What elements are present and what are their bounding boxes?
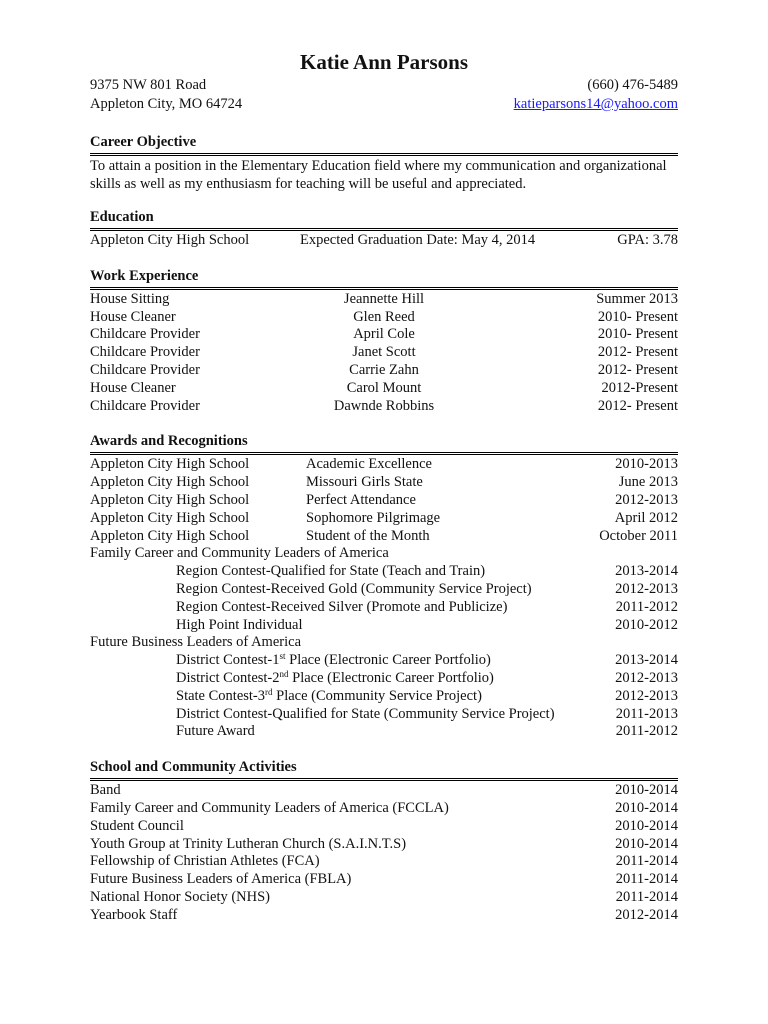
activity-name: Fellowship of Christian Athletes (FCA) <box>90 853 320 870</box>
fbla-heading: Future Business Leaders of America <box>90 634 302 651</box>
award-row <box>90 510 678 528</box>
work-row <box>90 309 678 327</box>
club-award-text <box>90 563 485 581</box>
activity-row <box>90 889 678 907</box>
award-text-rest: Place (Community Service Project) <box>272 687 482 704</box>
job-title: House Sitting <box>90 290 170 307</box>
award-text: Region Contest-Received Gold (Community Service Project) <box>176 580 532 597</box>
club-award-row <box>90 723 678 741</box>
activity-row <box>90 782 678 800</box>
award-text: High Point Individual <box>176 616 303 633</box>
club-award-text <box>90 706 555 724</box>
award-name: Student of the Month <box>306 527 430 544</box>
section-divider <box>90 228 678 231</box>
club-award-dates: 2012-2013 <box>615 687 678 704</box>
activity-row <box>90 907 678 925</box>
section-divider <box>90 153 678 156</box>
job-title: House Cleaner <box>90 308 176 325</box>
ordinal-suffix: st <box>279 651 286 662</box>
ordinal-suffix: nd <box>279 668 289 679</box>
graduation-date: Expected Graduation Date: May 4, 2014 <box>300 232 536 248</box>
contact-row-2 <box>90 95 678 114</box>
activity-name: Youth Group at Trinity Lutheran Church (S.A.I.N.T.S) <box>90 835 407 852</box>
award-row <box>90 474 678 492</box>
award-dates: June 2013 <box>618 474 678 491</box>
work-row <box>90 291 678 309</box>
employer-name: Glen Reed <box>353 308 415 325</box>
club-award-text <box>90 723 255 741</box>
award-row <box>90 528 678 546</box>
award-text: State Contest-3 <box>176 687 266 704</box>
employer-name: Jeannette Hill <box>343 290 425 307</box>
activities-list <box>90 782 678 924</box>
gpa: GPA: 3.78 <box>617 232 678 248</box>
club-award-row <box>90 563 678 581</box>
club-award-text <box>90 599 507 617</box>
club-award-dates: 2011-2012 <box>615 598 678 615</box>
job-title: Childcare Provider <box>90 361 200 378</box>
award-text-rest: Place (Electronic Career Portfolio) <box>288 669 494 686</box>
club-award-row <box>90 599 678 617</box>
activity-dates: 2010-2014 <box>615 835 678 852</box>
school-awards-list <box>90 456 678 545</box>
activity-row <box>90 853 678 871</box>
employer-name: Carrie Zahn <box>349 361 419 378</box>
club-award-dates: 2010-2012 <box>615 616 678 633</box>
award-row <box>90 456 678 474</box>
activity-dates: 2010-2014 <box>615 782 678 799</box>
employer-name: Janet Scott <box>352 344 416 361</box>
education-school: Appleton City High School <box>90 232 250 248</box>
award-name: Perfect Attendance <box>306 491 416 508</box>
award-org: Appleton City High School <box>90 491 250 508</box>
club-award-row <box>90 652 678 670</box>
award-name: Sophomore Pilgrimage <box>306 509 441 526</box>
award-row <box>90 492 678 510</box>
resume-name: Katie Ann Parsons <box>299 50 469 74</box>
work-dates: 2010- Present <box>597 326 678 343</box>
club-award-row <box>90 581 678 599</box>
work-experience-list <box>90 291 678 416</box>
club-award-dates: 2013-2014 <box>615 652 678 669</box>
ordinal-suffix: rd <box>265 686 273 697</box>
award-dates: 2010-2013 <box>615 456 678 473</box>
work-row <box>90 344 678 362</box>
section-divider <box>90 287 678 290</box>
activity-dates: 2011-2014 <box>615 888 678 905</box>
award-text-rest: Place (Electronic Career Portfolio) <box>285 652 491 669</box>
work-row <box>90 380 678 398</box>
club-award-row <box>90 670 678 688</box>
work-dates: Summer 2013 <box>596 290 678 307</box>
award-org: Appleton City High School <box>90 474 250 491</box>
section-divider <box>90 452 678 455</box>
award-org: Appleton City High School <box>90 509 250 526</box>
activity-row <box>90 871 678 889</box>
club-award-dates: 2011-2013 <box>615 705 678 722</box>
job-title: House Cleaner <box>90 379 176 396</box>
job-title: Childcare Provider <box>90 344 200 361</box>
fccla-awards-list <box>90 563 678 634</box>
job-title: Childcare Provider <box>90 326 200 343</box>
work-row <box>90 398 678 416</box>
activity-name: Family Career and Community Leaders of America (FCCLA) <box>90 799 449 816</box>
activity-dates: 2011-2014 <box>615 853 678 870</box>
work-experience-heading: Work Experience <box>90 267 199 284</box>
employer-name: Dawnde Robbins <box>333 397 435 414</box>
section-divider <box>90 778 678 781</box>
award-dates: 2012-2013 <box>615 491 678 508</box>
award-org: Appleton City High School <box>90 527 250 544</box>
club-award-text <box>90 670 494 688</box>
work-dates: 2012- Present <box>597 361 678 378</box>
award-name: Academic Excellence <box>306 456 432 473</box>
activity-name: Future Business Leaders of America (FBLA) <box>90 871 352 888</box>
activity-row <box>90 800 678 818</box>
activity-dates: 2010-2014 <box>615 817 678 834</box>
club-award-dates: 2012-2013 <box>615 580 678 597</box>
activities-heading: School and Community Activities <box>90 759 297 776</box>
activity-name: Yearbook Staff <box>90 906 178 923</box>
fccla-heading: Family Career and Community Leaders of America <box>90 545 389 562</box>
award-text: Future Award <box>176 723 255 740</box>
club-award-row <box>90 706 678 724</box>
activity-dates: 2010-2014 <box>615 799 678 816</box>
activity-dates: 2011-2014 <box>615 871 678 888</box>
work-row <box>90 326 678 344</box>
activity-dates: 2012-2014 <box>615 906 678 923</box>
award-text: District Contest-2 <box>176 669 280 686</box>
activity-name: Student Council <box>90 817 184 834</box>
award-dates: October 2011 <box>599 527 678 544</box>
phone-number: (660) 476-5489 <box>587 77 678 93</box>
award-text: Region Contest-Received Silver (Promote and Publicize) <box>176 598 508 615</box>
employer-name: Carol Mount <box>346 379 422 396</box>
work-dates: 2012- Present <box>597 344 678 361</box>
address-line-1: 9375 NW 801 Road <box>90 77 207 93</box>
work-dates: 2010- Present <box>597 308 678 325</box>
club-award-row <box>90 688 678 706</box>
awards-heading: Awards and Recognitions <box>90 433 248 450</box>
club-award-text <box>90 688 482 706</box>
work-row <box>90 362 678 380</box>
work-dates: 2012-Present <box>601 379 678 396</box>
activity-row <box>90 836 678 854</box>
activity-name: National Honor Society (NHS) <box>90 888 271 905</box>
club-award-text <box>90 652 491 670</box>
career-objective-heading: Career Objective <box>90 134 197 150</box>
employer-name: April Cole <box>353 326 415 343</box>
club-award-row <box>90 617 678 635</box>
address-line-2: Appleton City, MO 64724 <box>90 96 243 112</box>
work-dates: 2012- Present <box>597 397 678 414</box>
award-text: District Contest-Qualified for State (Community Service Project) <box>176 705 555 722</box>
career-objective-text: To attain a position in the Elementary Education field where my communication and organizational skills as well as my enthusiasm for teaching will be useful and appreciated. <box>90 158 667 192</box>
award-name: Missouri Girls State <box>306 474 423 491</box>
contact-row-1 <box>90 76 678 95</box>
fbla-awards-list <box>90 652 678 741</box>
club-award-dates: 2012-2013 <box>615 669 678 686</box>
resume-page <box>90 48 678 925</box>
job-title: Childcare Provider <box>90 397 200 414</box>
award-org: Appleton City High School <box>90 456 250 473</box>
activity-row <box>90 818 678 836</box>
club-award-dates: 2013-2014 <box>615 563 678 580</box>
award-text: District Contest-1 <box>176 652 280 669</box>
education-row <box>90 232 678 250</box>
club-award-dates: 2011-2012 <box>615 723 678 740</box>
education-heading: Education <box>90 209 154 225</box>
club-award-text <box>90 581 532 599</box>
email-link[interactable]: katieparsons14@yahoo.com <box>513 96 678 112</box>
activity-name: Band <box>90 782 121 799</box>
award-dates: April 2012 <box>614 509 678 526</box>
award-text: Region Contest-Qualified for State (Teach and Train) <box>176 563 486 580</box>
club-award-text <box>90 617 302 635</box>
